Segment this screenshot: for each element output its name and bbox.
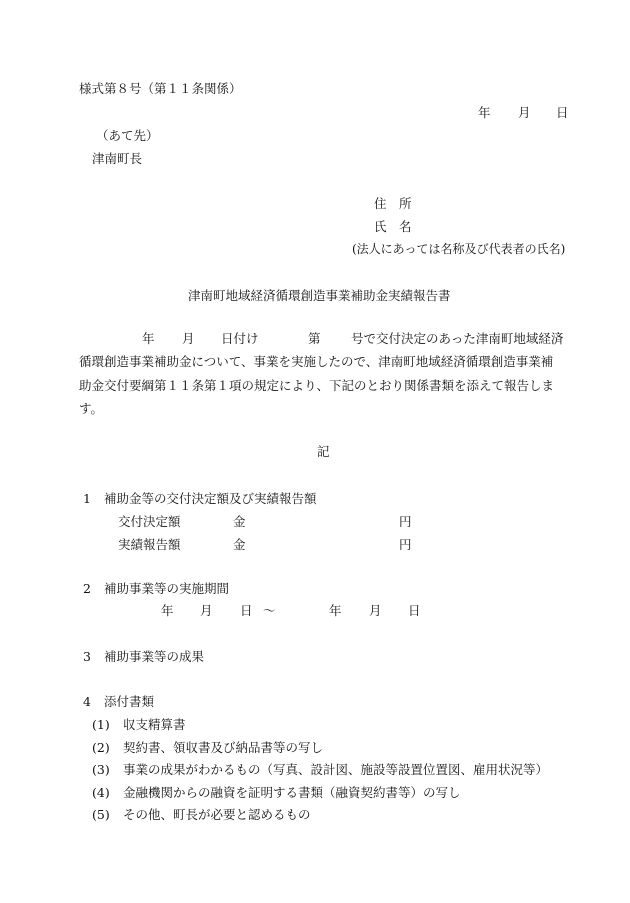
body-line1-rest: 号で交付決定のあった津南町地域経済 xyxy=(351,331,564,346)
period-start-month: 月 xyxy=(200,603,213,618)
section4-num: 4 xyxy=(83,694,91,709)
section4-title: 添付書類 xyxy=(104,694,155,709)
corporate-note: (法人にあっては名称及び代表者の氏名) xyxy=(352,242,566,256)
section1-title: 補助金等の交付決定額及び実績報告額 xyxy=(104,491,317,506)
period-start-day: 日 xyxy=(240,603,253,618)
attachment-item: 金融機関からの融資を証明する書類（融資契約書等）の写し xyxy=(123,785,461,800)
attachment-num: (5) xyxy=(92,807,110,822)
name-label: 氏 名 xyxy=(374,219,412,234)
body-dai: 第 xyxy=(308,331,321,346)
section1-num: 1 xyxy=(83,491,91,506)
actual-report-unit: 円 xyxy=(399,537,412,552)
period-start-year: 年 xyxy=(161,603,174,618)
grant-decision-prefix: 金 xyxy=(233,514,246,529)
body-line3: 助金交付要綱第１１条第１項の規定により、下記のとおり関係書類を添えて報告しま xyxy=(79,378,555,393)
addressee-label: （あて先） xyxy=(96,128,159,143)
section2-title: 補助事業等の実施期間 xyxy=(104,581,230,596)
body-month: 月 xyxy=(182,331,195,346)
period-end-month: 月 xyxy=(369,603,382,618)
attachment-item: 事業の成果がわかるもの（写真、設計図、施設等設置位置図、雇用状況等） xyxy=(123,762,549,777)
attachment-num: (2) xyxy=(92,740,110,755)
actual-report-prefix: 金 xyxy=(233,537,246,552)
attachment-num: (3) xyxy=(92,762,110,777)
body-line4: す。 xyxy=(79,401,104,416)
period-end-day: 日 xyxy=(408,603,421,618)
address-label: 住 所 xyxy=(374,196,412,211)
body-year: 年 xyxy=(142,331,155,346)
attachment-item: 契約書、領収書及び納品書等の写し xyxy=(123,740,324,755)
period-end-year: 年 xyxy=(329,603,342,618)
grant-decision-unit: 円 xyxy=(399,514,412,529)
attachment-item: その他、町長が必要と認めるもの xyxy=(123,807,311,822)
ki-heading: 記 xyxy=(317,444,330,459)
addressee-name: 津南町長 xyxy=(92,151,143,166)
attachment-num: (4) xyxy=(92,785,110,800)
section2-num: 2 xyxy=(83,581,91,596)
form-number: 様式第８号（第１１条関係） xyxy=(79,81,242,96)
period-separator: ～ xyxy=(263,603,276,618)
date-day: 日 xyxy=(556,105,569,120)
date-month: 月 xyxy=(518,105,531,120)
grant-decision-label: 交付決定額 xyxy=(118,514,181,529)
section3-num: 3 xyxy=(83,649,91,664)
date-year: 年 xyxy=(478,105,491,120)
attachment-item: 収支精算書 xyxy=(123,717,186,732)
body-dated: 日付け xyxy=(221,331,259,346)
actual-report-label: 実績報告額 xyxy=(118,537,181,552)
document-title: 津南町地域経済循環創造事業補助金実績報告書 xyxy=(188,288,451,303)
body-line2: 循環創造事業補助金について、事業を実施したので、津南町地域経済循環創造事業補 xyxy=(79,354,554,369)
attachment-num: (1) xyxy=(92,717,110,732)
section3-title: 補助事業等の成果 xyxy=(104,649,205,664)
